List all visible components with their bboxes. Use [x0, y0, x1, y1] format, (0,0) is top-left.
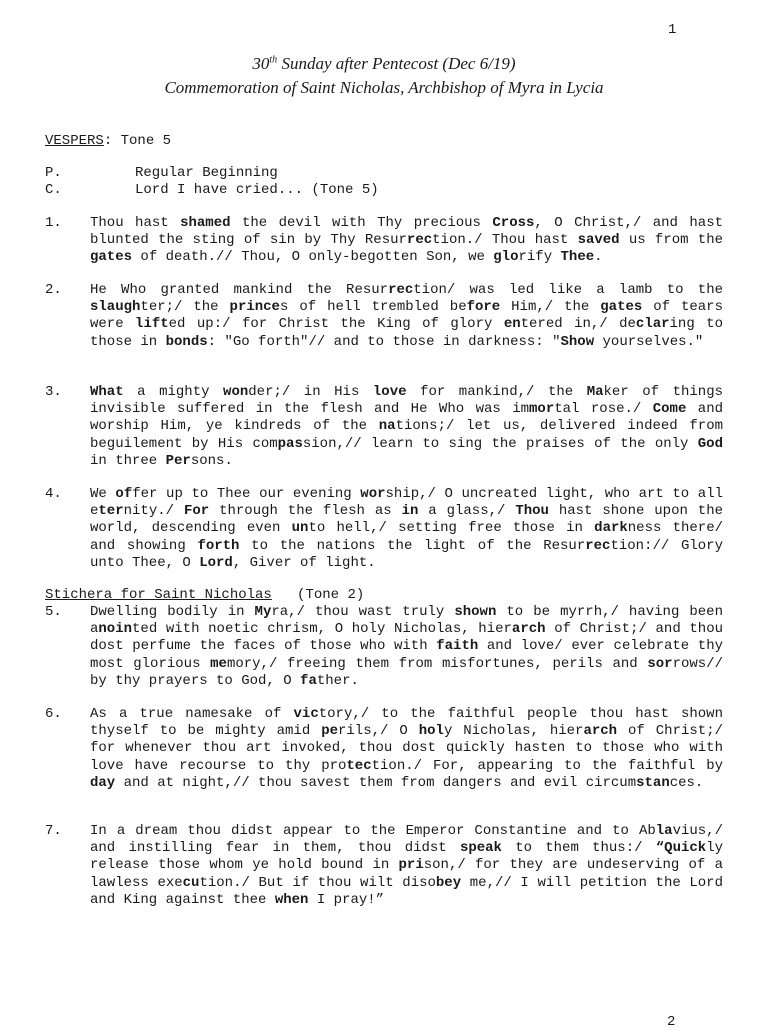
- verse-segment: of Christ;/ and thou dost perfume the faces of those who with: [90, 621, 724, 655]
- intro-text: Lord I have cried... (Tone 5): [135, 182, 379, 198]
- verse-segment: ker of things invisible suffered in the flesh and He Who was im: [90, 384, 724, 418]
- verse-segment: , O Christ,/ and hast blunted the sting of sin by Thy Resur: [90, 215, 723, 249]
- verse-segment: sons.: [190, 452, 233, 469]
- emphasis-syllable: mor: [529, 401, 555, 418]
- verse-segment: in three: [90, 452, 166, 469]
- verse-segment: rify: [518, 249, 561, 266]
- verse-segment: Thou hast: [90, 215, 181, 231]
- emphasis-syllable: clar: [635, 316, 670, 333]
- emphasis-syllable: shown: [454, 604, 497, 620]
- emphasis-syllable: What: [90, 384, 124, 400]
- emphasis-syllable: gates: [600, 299, 643, 316]
- emphasis-syllable: My: [254, 604, 272, 620]
- verse-segment: : "Go forth"// and to those in darkness: ": [207, 333, 561, 350]
- intro-item: [45, 165, 725, 182]
- emphasis-syllable: Ma: [586, 384, 604, 400]
- page-number: 1: [668, 22, 677, 38]
- emphasis-syllable: Come: [652, 401, 687, 418]
- verse-number: 7.: [45, 823, 62, 839]
- vespers-tone: : Tone 5: [103, 133, 172, 149]
- emphasis-syllable: stan: [636, 774, 670, 791]
- emphasis-syllable: vic: [293, 706, 319, 722]
- emphasis-syllable: pas: [277, 435, 303, 452]
- verse-segment: son,/ for they are undeserving of a lawless exe: [90, 857, 723, 891]
- verse-text: [90, 604, 723, 690]
- verse-segment: to be myrrh,/ having been a: [90, 604, 723, 638]
- emphasis-syllable: glo: [493, 249, 519, 266]
- verse-segment: He Who granted mankind the Resur: [90, 282, 389, 298]
- verse-segment: of tears were: [90, 299, 723, 333]
- verse-segment: tion./ Thou hast: [432, 232, 578, 249]
- emphasis-syllable: bey: [435, 874, 462, 891]
- emphasis-syllable: arch: [511, 621, 546, 638]
- emphasis-syllable: slaugh: [90, 299, 141, 316]
- verse-segment: , Giver of light.: [232, 554, 376, 571]
- verse-segment: Dwelling bodily in: [90, 604, 255, 620]
- verse-segment: tal rose./: [554, 401, 653, 418]
- emphasis-syllable: rec: [388, 282, 414, 298]
- emphasis-syllable: saved: [577, 232, 620, 249]
- verse-segment: yourselves.": [594, 333, 704, 350]
- verse-number: 1.: [45, 215, 62, 231]
- emphasis-syllable: prince: [229, 299, 280, 316]
- emphasis-syllable: won: [223, 384, 249, 400]
- emphasis-syllable: la: [655, 823, 673, 839]
- stichera-heading-line: [45, 587, 725, 604]
- verse-text: [90, 706, 723, 792]
- verse-segment: .: [594, 249, 603, 266]
- intro-item: [45, 182, 725, 199]
- verse-segment: We: [90, 486, 116, 502]
- emphasis-syllable: tec: [346, 757, 372, 774]
- emphasis-syllable: speak: [459, 840, 502, 857]
- verse-segment: a glass,/: [418, 503, 516, 520]
- emphasis-syllable: God: [697, 435, 723, 452]
- verse-segment: for mankind,/ the: [406, 384, 587, 400]
- intro-text: Regular Beginning: [135, 165, 278, 181]
- emphasis-syllable: Thee: [560, 249, 595, 266]
- emphasis-syllable: gates: [90, 249, 133, 266]
- verse-segment: us from the: [619, 232, 723, 249]
- emphasis-syllable: in: [401, 503, 419, 520]
- emphasis-syllable: “Quick: [655, 840, 707, 857]
- verse-segment: through the flesh as: [209, 503, 402, 520]
- verse-segment: ter;/ the: [140, 299, 230, 316]
- emphasis-syllable: wor: [360, 486, 386, 502]
- emphasis-syllable: fa: [300, 672, 317, 689]
- emphasis-syllable: Cross: [492, 215, 535, 231]
- emphasis-syllable: forth: [197, 537, 240, 554]
- verse-segment: hast shone upon the world, descending even: [90, 503, 724, 537]
- emphasis-syllable: For: [183, 503, 210, 520]
- emphasis-syllable: cu: [182, 874, 200, 891]
- verse-segment: tered in,/ de: [520, 316, 636, 333]
- verse-segment: ly release those whom ye hold bound in: [90, 840, 723, 874]
- verse-segment: vius,/ and instilling fear in them, thou didst: [90, 823, 723, 857]
- emphasis-syllable: arch: [583, 723, 618, 740]
- verse-segment: ed up:/ for Christ the King of glory: [168, 316, 504, 333]
- verse-segment: rils,/ O: [338, 723, 419, 740]
- intro-mark: P.: [45, 165, 62, 181]
- emphasis-syllable: na: [378, 418, 396, 435]
- verse-number: 5.: [45, 604, 62, 620]
- verse-segment: der;/ in His: [248, 384, 373, 400]
- emphasis-syllable: sor: [647, 655, 673, 672]
- emphasis-syllable: me: [210, 655, 227, 672]
- emphasis-syllable: Thou: [515, 503, 549, 520]
- emphasis-syllable: Per: [165, 452, 191, 469]
- verse-number: 4.: [45, 486, 62, 502]
- verse-segment: tion:// Glory unto Thee, O: [90, 537, 723, 571]
- page-subtitle: Commemoration of Saint Nicholas, Archbishop of Myra in Lycia: [164, 78, 604, 97]
- intro-mark: C.: [45, 182, 62, 198]
- verse-segment: rows// by thy prayers to God, O: [90, 655, 723, 689]
- emphasis-syllable: ter: [98, 503, 124, 520]
- verse-segment: ness there/ and showing: [90, 520, 724, 554]
- verse-segment: I pray!”: [308, 891, 385, 908]
- verse-segment: fer up to Thee our evening: [132, 486, 361, 502]
- verse-segment: me,// I will petition the Lord and King against thee: [90, 874, 723, 908]
- verse-text: [90, 282, 723, 351]
- verse-segment: to hell,/ setting free those in: [308, 520, 595, 537]
- verse-segment: sion,// learn to sing the praises of the only: [302, 435, 698, 452]
- emphasis-syllable: shamed: [180, 215, 231, 231]
- verse-text: [90, 384, 723, 470]
- emphasis-syllable: bonds: [165, 333, 208, 350]
- verse-segment: As a true namesake of: [90, 706, 294, 722]
- emphasis-syllable: dark: [594, 520, 628, 537]
- emphasis-syllable: when: [274, 891, 309, 908]
- vespers-heading-line: [45, 133, 725, 150]
- verse-segment: the devil with Thy precious: [230, 215, 493, 231]
- emphasis-syllable: of: [115, 486, 133, 502]
- verse-number: 6.: [45, 706, 62, 722]
- verse-segment: tory,/ to the faithful people thou hast shown thyself to be mighty amid: [90, 706, 723, 740]
- verse-segment: mory,/ freeing them from misfortunes, perils and: [226, 655, 648, 672]
- verse-number: 2.: [45, 282, 62, 298]
- emphasis-syllable: Show: [560, 333, 595, 350]
- verse-segment: to the nations the light of the Resur: [239, 537, 586, 554]
- verse-segment: of death.// Thou, O only-begotten Son, we: [132, 249, 494, 266]
- verse-segment: ther.: [316, 672, 359, 689]
- verse-segment: to them thus:/: [501, 840, 656, 857]
- verse-segment: ing to those in: [90, 316, 723, 350]
- verse-text: [90, 486, 723, 572]
- verse-segment: and worship Him, ye kindreds of the: [90, 401, 724, 435]
- emphasis-syllable: lift: [135, 316, 169, 333]
- verse-segment: and love/ ever celebrate thy most glorious: [90, 638, 723, 672]
- verse-segment: Him,/ the: [500, 299, 601, 316]
- verse-segment: and at night,// thou savest them from dangers and evil circum: [115, 774, 637, 791]
- emphasis-syllable: en: [503, 316, 521, 333]
- emphasis-syllable: un: [291, 520, 309, 537]
- verse-segment: tion/ was led like a lamb to the: [413, 282, 724, 298]
- page-title: 30th Sunday after Pentecost (Dec 6/19): [252, 54, 516, 73]
- verse-segment: tion./ For, appearing to the faithful by: [371, 757, 723, 774]
- emphasis-syllable: rec: [585, 537, 611, 554]
- emphasis-syllable: faith: [436, 638, 479, 655]
- verse-segment: of Christ;/ for whenever thou art invoked, thou dost quickly hasten to those who with love have recourse to thy pro: [90, 723, 723, 774]
- page-number-bottom: 2: [667, 1014, 676, 1030]
- emphasis-syllable: pri: [398, 857, 424, 874]
- emphasis-syllable: love: [372, 384, 407, 400]
- emphasis-syllable: day: [90, 774, 116, 791]
- stichera-heading: Stichera for Saint Nicholas: [45, 587, 272, 603]
- verse-segment: nity./: [123, 503, 184, 520]
- verse-segment: tion./ But if thou wilt diso: [199, 874, 436, 891]
- emphasis-syllable: rec: [406, 232, 433, 249]
- emphasis-syllable: fore: [466, 299, 501, 316]
- verse-segment: ted with noetic chrism, O holy Nicholas, hier: [132, 621, 512, 638]
- emphasis-syllable: hol: [418, 723, 444, 740]
- verse-segment: In a dream thou didst appear to the Emperor Constantine and to Ab: [90, 823, 656, 839]
- emphasis-syllable: noin: [98, 621, 133, 638]
- verse-segment: s of hell trembled be: [279, 299, 467, 316]
- verse-text: [90, 215, 723, 267]
- verse-segment: ship,/ O uncreated light, who art to all e: [90, 486, 723, 520]
- emphasis-syllable: Lord: [199, 554, 233, 571]
- verse-text: [90, 823, 723, 909]
- verse-segment: tions;/ let us, delivered indeed from beguilement by His com: [90, 418, 723, 452]
- verse-segment: a mighty: [123, 384, 224, 400]
- verse-segment: ces.: [669, 774, 704, 791]
- verse-segment: y Nicholas, hier: [443, 723, 584, 740]
- vespers-heading: VESPERS: [45, 133, 104, 149]
- verse-number: 3.: [45, 384, 62, 400]
- stichera-tone: (Tone 2): [271, 587, 365, 603]
- emphasis-syllable: pe: [321, 723, 338, 740]
- verse-segment: ra,/ thou wast truly: [271, 604, 455, 620]
